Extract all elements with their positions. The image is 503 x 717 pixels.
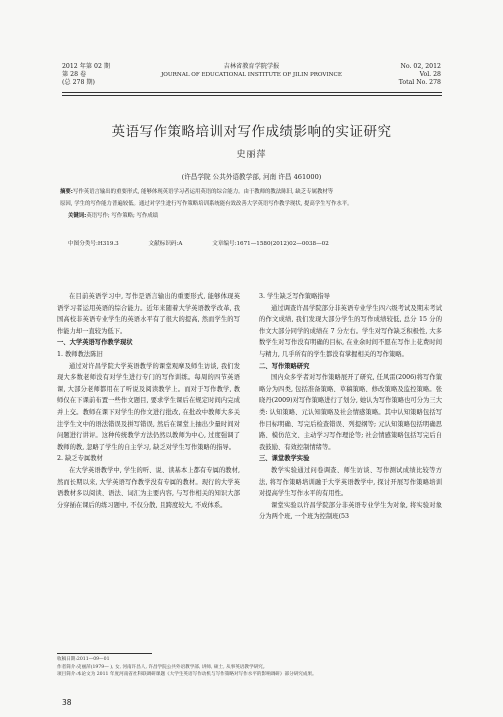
- article-author: 史丽萍: [236, 150, 267, 160]
- document-code: 文献标识码:A: [148, 241, 183, 247]
- header-total-no: Total No. 278: [398, 79, 441, 86]
- section-heading: 二、写作策略研究: [259, 362, 310, 370]
- header-volume: 第 28 卷: [62, 71, 87, 78]
- body-paragraph: 在目前英语学习中, 写作是语言输出的重要形式, 能够体现英语学习者运用英语的综合能力。近年来随着大学英语教学改革, 我国高校非英语专业学生的英语水平有了很大的提高, 然而学生的写作能力却一直较为低下。: [57, 293, 240, 335]
- keywords-text: 英语写作; 写作策略; 写作成绩: [86, 213, 159, 219]
- body-paragraph: 教学实验通过问卷调查、师生访谈、写作测试成绩比较等方法, 将写作策略培训融于大学英语教学中, 探讨开展写作策略培训对提高学生写作水平的有用性。: [259, 466, 442, 498]
- header-no: No. 02, 2012: [400, 63, 441, 70]
- keywords: [68, 211, 452, 221]
- page-number: 38: [62, 698, 72, 707]
- body-column-left: [57, 291, 240, 511]
- footnote-received: 收稿日期:2011—09—01: [57, 657, 110, 662]
- footnote-author-bio: 作者简介:史丽萍(1979— ), 女, 河南许昌人, 许昌学院公共外语教学部, 讲师, 硕士, 从事英语教学研究。: [57, 665, 268, 670]
- body-paragraph: 国内众多学者对写作策略展开了研究, 任风雷(2006)将写作策略分为四类, 包括准备策略、草稿策略、修改策略及监控策略。张晓丹(2009)对写作策略进行了划分, 她认为写作策略也可分为三大类: 认知策略、元认知策略及社会情感策略。其中认知策略包括写作目标明确、写完后检查错误、列提纲等; 元认知策略包括明确思路、模仿范文、主动学习写作理论等; 社会情感策略包括写完后自我鼓励、有效控制情绪等。: [259, 374, 442, 451]
- header-year-issue: 2012 年第 02 期: [62, 63, 111, 70]
- footnote-fund: 项目简介:本论文为 2011 年度河南省社科联调研课题《大学生英语写作动机与写作策略对写作水平的影响调研》部分研究成果。: [57, 672, 317, 677]
- article-number: 文章编号:1671—1580(2012)02—0038—02: [212, 241, 329, 247]
- journal-name-cn: 吉林省教育学院学报: [223, 63, 280, 70]
- abstract-text-1: 写作英语言输出的重要形式, 能够体现英语学习者运用英语的综合能力。由于教师的教法陈旧, 缺乏专属教材等: [72, 189, 334, 195]
- body-paragraph: 课堂实验以许昌学院部分非英语专业学生为对象, 将实验对象分为两个班, 一个班为控制班(53: [259, 501, 442, 521]
- keywords-label: 关键词:: [68, 213, 87, 219]
- article-title: 英语写作策略培训对写作成绩影响的实证研究: [111, 124, 392, 140]
- header-total: (总 278 期): [62, 79, 95, 86]
- body-column-right: [259, 291, 442, 523]
- subsection-heading: 2. 缺乏专属教材: [57, 455, 103, 463]
- subsection-heading: 3. 学生缺乏写作策略指导: [259, 293, 330, 300]
- abstract-cont: [60, 199, 444, 209]
- body-paragraph: 通过调查许昌学院部分非英语专业学生四六级考试及期末考试的作文成绩, 我们发现大部分学生的写作成绩较低, 总分 15 分的作文大部分同学的成绩在 7 分左右。学生对写作缺乏积极性, 大多数学生对写作没有明确的目标, 在业余时间不愿在写作上花费时间与精力, 几乎所有的学生都没有掌握相关的写作策略。: [259, 304, 442, 358]
- abstract: [60, 187, 444, 197]
- article-affiliation: (许昌学院 公共外语教学部, 河南 许昌 461000): [181, 173, 322, 181]
- footnote-rule: [57, 653, 152, 654]
- abstract-label: 摘要:: [60, 189, 73, 195]
- body-paragraph: 通过对许昌学院大学英语教学的课堂观摩及师生访谈, 我们发现大多数老师没有对学生进行专门的写作训练。每周的四节英语课, 大部分老师都用在了听说及阅读教学上。而对于写作教学, 教师仅在下课前布置一些作文题目, 要求学生课后在规定时间内完成并上交。教师在课下对学生的作文进行批改, 在批改中教师大多关注学生文中的语法错误及拼写错误, 然后在课堂上抽出少量时间对问题进行讲评。这种传统教学方法仍然以教师为中心, 过度强调了教师的教, 忽略了学生的自主学习, 缺乏对学生写作策略的指导。: [57, 362, 240, 451]
- journal-name-en: JOURNAL OF EDUCATIONAL INSTITUTE OF JILIN PROVINCE: [161, 72, 342, 78]
- clc-number: 中图分类号:H319.3: [68, 241, 119, 247]
- header-issue-info-en: [399, 63, 441, 87]
- subsection-heading: 1. 教师教法陈旧: [57, 350, 103, 358]
- header-vol: Vol. 28: [419, 71, 441, 78]
- body-paragraph: 在大学英语教学中, 学生的听、说、读基本上都有专属的教材, 然而长期以来, 大学英语写作教学没有专属的教材。现行的大学英语教材多以阅读、语法、词汇为主要内容, 与写作相关的知识大部分穿插在课后的练习题中, 不仅分散, 且跨度较大, 不成体系。: [57, 466, 240, 509]
- section-heading: 一、大学英语写作教学现状: [57, 339, 133, 347]
- header-rule-bottom: [62, 95, 442, 96]
- classification-line: [68, 239, 448, 247]
- abstract-text-2: 原因, 学生的写作能力普遍较低。通过对学生进行写作策略培训系统能有效改善大学英语写作教学现状, 提高学生写作水平。: [60, 201, 353, 207]
- section-heading: 三、课堂教学实验: [259, 455, 310, 463]
- header-rule-top: [62, 92, 442, 93]
